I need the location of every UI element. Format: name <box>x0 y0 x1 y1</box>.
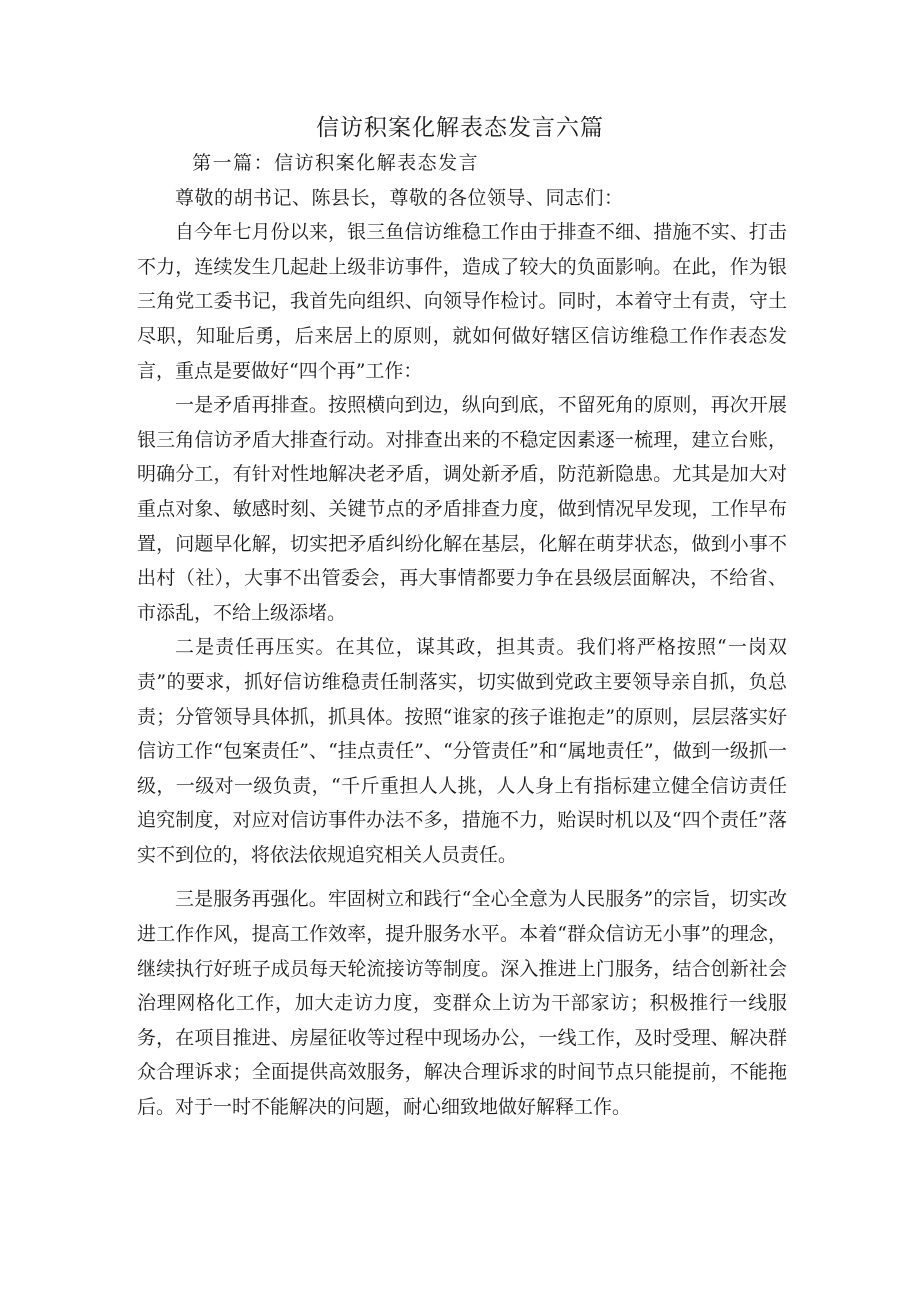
document-title: 信访积案化解表态发言六篇 <box>316 115 604 141</box>
paragraph-service: 三是服务再强化。牢固树立和践行“全心全意为人民服务”的宗旨，切实改进工作作风，提高工作效率，提升服务水平。本着“群众信访无小事”的理念，继续执行好班子成员每天轮流接访等制度。深入推进上门服务，结合创新社会治理网格化工作，加大走访力度，变群众上访为干部家访；积极推行一线服务，在项目推进、房屋征收等过程中现场办公，一线工作，及时受理、解决群众合理诉求；全面提供高效服务，解决合理诉求的时间节点只能提前，不能拖后。对于一时不能解决的问题，耐心细致地做好解释工作。 <box>137 888 787 1119</box>
paragraph-intro: 自今年七月份以来，银三鱼信访维稳工作由于排查不细、措施不实、打击不力，连续发生几起赴上级非访事件，造成了较大的负面影响。在此，作为银三角党工委书记，我首先向组织、向领导作检讨。同时，本着守土有责，守土尽职，知耻后勇，后来居上的原则，就如何做好辖区信访维稳工作作表态发言，重点是要做好“四个再”工作： <box>137 221 787 382</box>
salutation: 尊敬的胡书记、陈县长，尊敬的各位领导、同志们： <box>175 186 624 209</box>
document-body <box>137 146 787 1125</box>
paragraph-responsibility: 二是责任再压实。在其位，谋其政，担其责。我们将严格按照“一岗双责”的要求，抓好信访维稳责任制落实，切实做到党政主要领导亲自抓，负总责；分管领导具体抓，抓具体。按照“谁家的孩子谁抱走”的原则，层层落实好信访工作“包案责任”、“挂点责任”、“分管责任”和“属地责任”，做到一级抓一级，一级对一级负责，“千斤重担人人挑，人人身上有指标建立健全信访责任追究制度，对应对信访事件办法不多，措施不力，贻误时机以及“四个责任”落实不到位的，将依法依规追究相关人员责任。 <box>137 636 787 866</box>
section-subtitle: 第一篇：信访积案化解表态发言 <box>192 152 480 174</box>
paragraph-conflict-screening: 一是矛盾再排查。按照横向到边，纵向到底，不留死角的原则，再次开展银三角信访矛盾大排查行动。对排查出来的不稳定因素逐一梳理，建立台账，明确分工，有针对性地解决老矛盾，调处新矛盾，防范新隐患。尤其是加大对重点对象、敏感时刻、关键节点的矛盾排查力度，做到情况早发现，工作早布置，问题早化解，切实把矛盾纠纷化解在基层，化解在萌芽状态，做到小事不出村（社），大事不出管委会，再大事情都要力争在县级层面解决，不给省、市添乱，不给上级添堵。 <box>137 394 787 624</box>
